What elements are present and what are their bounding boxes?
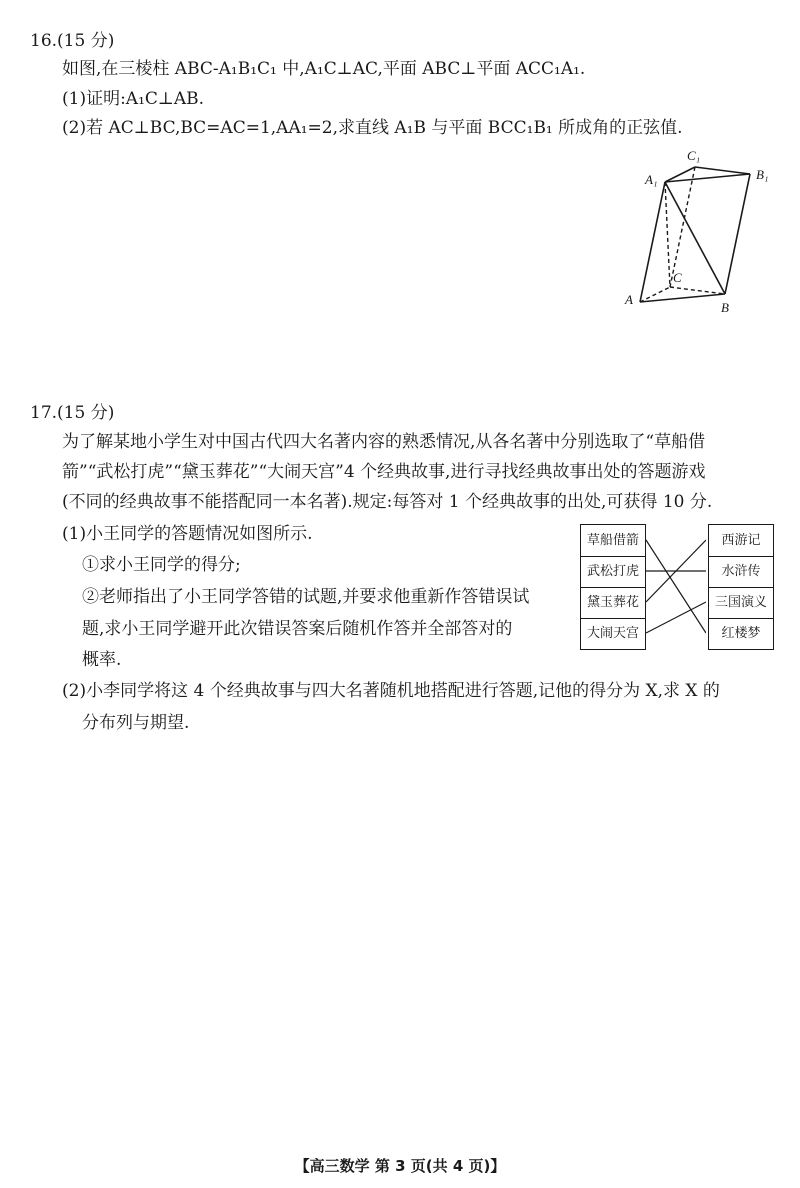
- label-B: B: [721, 300, 729, 315]
- story-item: 武松打虎: [581, 556, 645, 588]
- q17-part1-line: 题,求小王同学避开此次错误答案后随机作答并全部答对的: [82, 619, 513, 639]
- q17-part2-line: (2)小李同学将这 4 个经典故事与四大名著随机地搭配进行答题,记他的得分为 X,求 X 的: [62, 681, 720, 701]
- q17-stem-line: 为了解某地小学生对中国古代四大名著内容的熟悉情况,从各名著中分别选取了“草船借: [62, 432, 706, 452]
- matching-lines: [646, 524, 706, 650]
- edge-CB-hidden: [670, 287, 725, 294]
- q17-part1-line: (1)小王同学的答题情况如图所示.: [62, 524, 313, 544]
- page-footer: 【高三数学 第 3 页(共 4 页)】: [294, 1157, 506, 1175]
- label-C1: C₁: [687, 148, 701, 163]
- q16-part2: (2)若 AC⊥BC,BC=AC=1,AA₁=2,求直线 A₁B 与平面 BCC₁B₁ 所成角的正弦值.: [62, 118, 683, 138]
- edge-A1C-hidden: [665, 182, 670, 287]
- q17-part2-line: 分布列与期望.: [82, 713, 190, 733]
- q17-heading: 17.(15 分): [30, 403, 115, 423]
- q17-part1-line: ②老师指出了小王同学答错的试题,并要求他重新作答错误试: [82, 587, 530, 607]
- q16-stem: 如图,在三棱柱 ABC-A₁B₁C₁ 中,A₁C⊥AC,平面 ABC⊥平面 ACC₁A₁.: [62, 59, 586, 79]
- story-item: 草船借箭: [581, 525, 645, 557]
- q17-stem-line: 箭”“武松打虎”“黛玉葬花”“大闹天宫”4 个经典故事,进行寻找经典故事出处的答题游戏: [62, 462, 706, 482]
- edge-C1C-hidden: [670, 167, 695, 287]
- match-line: [646, 540, 706, 633]
- novel-item: 三国演义: [709, 587, 773, 619]
- novel-item: 红楼梦: [721, 626, 761, 641]
- label-B1: B₁: [756, 167, 769, 182]
- q17-stem-line: (不同的经典故事不能搭配同一本名著).规定:每答对 1 个经典故事的出处,可获得 10 分.: [62, 492, 713, 512]
- match-line: [646, 602, 706, 633]
- label-A: A: [625, 292, 633, 307]
- label-C: C: [673, 270, 682, 285]
- edge-A1A: [640, 182, 665, 302]
- story-item: 黛玉葬花: [581, 587, 645, 619]
- label-A1: A₁: [645, 172, 658, 187]
- stories-box: [580, 524, 646, 650]
- matching-figure: [580, 524, 775, 654]
- story-item: 大闹天宫: [586, 626, 639, 641]
- novel-item: 水浒传: [709, 556, 773, 588]
- q16-heading: 16.(15 分): [30, 31, 115, 51]
- q17-part1-line: ①求小王同学的得分;: [82, 555, 241, 575]
- q16-part1: (1)证明:A₁C⊥AB.: [62, 89, 205, 109]
- novels-box: [708, 524, 774, 650]
- edge-C1B1: [695, 167, 750, 174]
- novel-item: 西游记: [709, 525, 773, 557]
- edge-B1B: [725, 174, 750, 294]
- prism-figure: [615, 142, 785, 317]
- q17-part1-line: 概率.: [82, 650, 122, 670]
